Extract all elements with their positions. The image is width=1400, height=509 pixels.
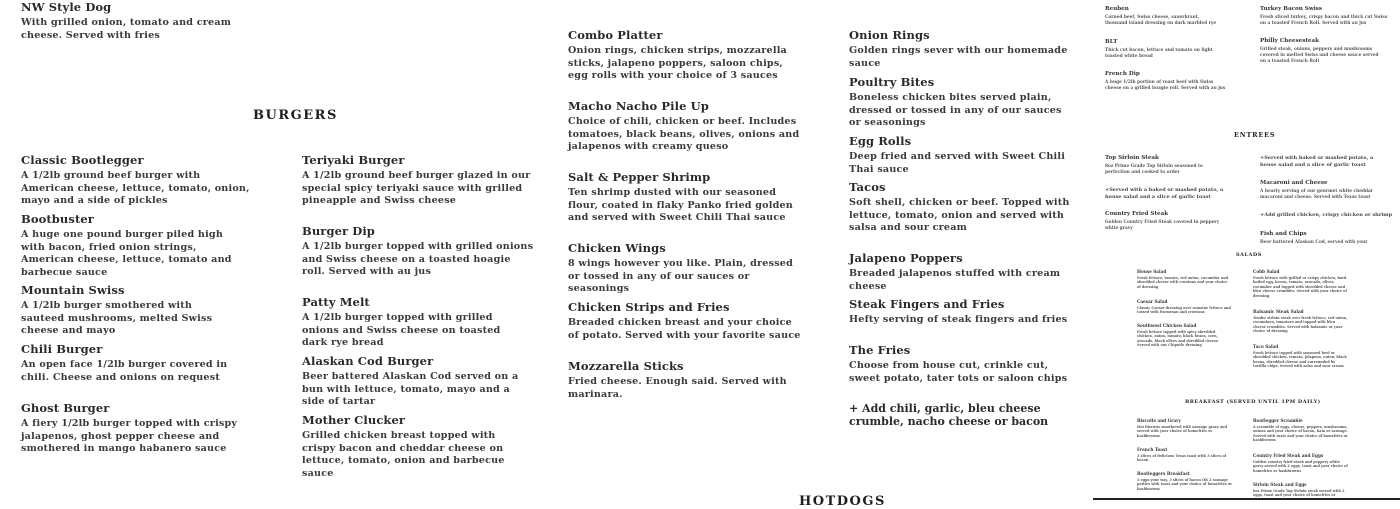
menu-item-name: Alaskan Cod Burger — [302, 354, 434, 368]
thumb-item-desc: Tender sirloin steak over fresh lettuce, red onion, cucumbers, tomatoes and topped with bleu cheese crumbles. Served with balsamic or your choice of dressing — [1253, 315, 1348, 334]
menu-item-name: Burger Dip — [302, 224, 375, 238]
thumb-item-name: BLT — [1105, 39, 1118, 45]
section-title-burgers: BURGERS — [253, 108, 338, 123]
thumb-item-reuben — [1105, 6, 1223, 27]
thumb-item-desc: 3 eggs your way, 3 slices of bacon OR 2 sausage patties with toast and your choice of homefries or hashbrowns — [1137, 477, 1232, 491]
menu-item-name: Teriyaki Burger — [302, 153, 405, 167]
thumb-item-desc: Golden Country Fried Steak covered in peppery white gravy — [1105, 220, 1220, 231]
thumb-entree-note: +Served with baked or mashed potato, a house salad and a slice of garlic toast — [1260, 155, 1374, 168]
thumb-item-country-fried-steak-eggs — [1253, 453, 1348, 473]
menu-item-chicken-strips — [568, 300, 803, 342]
menu-item-name: Steak Fingers and Fries — [849, 297, 1005, 311]
menu-item-name: Salt & Pepper Shrimp — [568, 170, 711, 184]
thumb-item-desc: Hot biscuits smothered with sausage gravy and served with your choice of homefries or hashbrowns — [1137, 424, 1228, 438]
thumb-item-name: French Dip — [1105, 71, 1140, 77]
menu-item-patty-melt — [302, 295, 522, 350]
menu-item-name: Onion Rings — [849, 28, 930, 42]
thumb-entree-note: +Served with a baked or mashed potato, a house salad and a slice of garlic toast — [1105, 187, 1224, 200]
menu-item-desc: Golden rings sever with our homemade sauce — [849, 45, 1068, 69]
thumb-item-desc: A huge 1/2lb portion of roast beef with Swiss cheese on a grilled hoagie roll. Served with au jus — [1105, 80, 1226, 91]
thumb-item-caesar-salad — [1137, 299, 1232, 315]
menu-item-desc: Deep fried and served with Sweet Chili Thai sauce — [849, 151, 1066, 175]
menu-item-desc: Hefty serving of steak fingers and fries — [849, 314, 1068, 325]
menu-item-desc: Soft shell, chicken or beef. Topped with lettuce, tomato, onion and served with salsa and sour cream — [849, 197, 1070, 234]
thumb-item-house-salad — [1137, 269, 1232, 289]
thumb-item-blt — [1105, 39, 1215, 60]
thumb-item-desc: Fresh lettuce topped with spicy shredded chicken, onion, tomato, black beans, corn, avocado, black olives and shredded cheese. Served with our Chipotle dressing — [1137, 329, 1220, 348]
menu-item-desc: Choice of chili, chicken or beef. Includes tomatoes, black beans, olives, onions and jalapenos with creamy queso — [568, 116, 800, 153]
menu-item-burger-dip — [302, 224, 537, 279]
thumb-item-name: Turkey Bacon Swiss — [1260, 6, 1323, 12]
thumb-item-turkey-bacon-swiss — [1260, 6, 1388, 27]
thumb-item-desc: Fresh sliced turkey, crispy bacon and thick cut Swiss on a toasted French Roll. Served with au jus — [1260, 15, 1388, 26]
menu-item-classic-bootlegger — [21, 153, 256, 208]
thumb-item-desc: Golden country fried steak and peppery white gravy served with 2 eggs, toast and your choice of homefries or hashbrowns — [1253, 459, 1348, 473]
thumb-item-name: Country Fried Steak — [1105, 211, 1169, 217]
menu-item-steak-fingers — [849, 297, 1084, 327]
thumb-item-top-sirloin — [1105, 155, 1215, 176]
thumb-item-desc: Fresh lettuce topped with seasoned beef or shredded chicken, tomato, jalapeno, onion, black beans, shredded cheese and surrounded by tortilla chips. Served with salsa and sour cream — [1253, 350, 1347, 369]
thumb-item-name: Balsamic Steak Salad — [1253, 309, 1304, 314]
thumb-item-name: Caesar Salad — [1137, 299, 1168, 304]
menu-item-name: Macho Nacho Pile Up — [568, 99, 709, 113]
thumb-item-taco-salad — [1253, 344, 1348, 369]
menu-item-desc: A 1/2lb burger smothered with sauteed mushrooms, melted Swiss cheese and mayo — [21, 300, 213, 337]
thumb-item-desc: Thick cut bacon, lettuce and tomato on light toasted white bread — [1105, 48, 1213, 59]
menu-item-name: Combo Platter — [568, 28, 663, 42]
menu-item-desc: With grilled onion, tomato and cream cheese. Served with fries — [21, 17, 232, 41]
thumb-item-name: Biscuits and Gravy — [1137, 418, 1181, 423]
menu-item-name: Tacos — [849, 180, 886, 194]
menu-item-mountain-swiss — [21, 283, 236, 338]
thumb-item-desc: 8oz Prime Grade Top Sirloin seasoned to perfection and cooked to order — [1105, 164, 1203, 175]
thumb-item-country-fried-steak — [1105, 211, 1223, 232]
thumb-item-sirloin-steak-eggs — [1253, 482, 1348, 498]
menu-item-desc: An open face 1/2lb burger covered in chili. Cheese and onions on request — [21, 359, 228, 383]
thumb-item-name: Sirloin Steak and Eggs — [1253, 482, 1307, 487]
menu-item-desc: 8 wings however you like. Plain, dressed or tossed in any of our sauces or seasonings — [568, 258, 794, 295]
thumb-item-name: Philly Cheesesteak — [1260, 38, 1319, 44]
menu-item-chicken-wings — [568, 241, 803, 296]
thumb-item-name: French Toast — [1137, 447, 1168, 452]
menu-item-desc: A 1/2lb ground beef burger glazed in our special spicy teriyaki sauce with grilled pineapple and Swiss cheese — [302, 170, 531, 207]
thumb-item-desc: Corned beef, Swiss cheese, sauerkraut, thousand island dressing on dark marbled rye — [1105, 15, 1217, 26]
menu-item-nw-style-dog — [21, 0, 251, 42]
menu-item-name: Mozzarella Sticks — [568, 359, 684, 373]
menu-item-teriyaki-burger — [302, 153, 532, 208]
menu-item-desc: Choose from house cut, crinkle cut, sweet potato, tater tots or saloon chips — [849, 360, 1068, 384]
thumb-item-mac-and-cheese — [1260, 180, 1390, 201]
menu-item-name: The Fries — [849, 343, 911, 357]
thumb-item-desc: A scramble of eggs, cheese, peppers, mushrooms, onions and your choice of bacon, ham or sausage. Served with toast and your choice of homefries or hashbrowns — [1253, 424, 1348, 443]
menu-item-alaskan-cod-burger — [302, 354, 527, 409]
thumb-item-desc: Classic Caesar dressing over romaine lettuce and tossed with Parmesan and croutons — [1137, 305, 1231, 315]
menu-item-desc: A huge one pound burger piled high with bacon, fried onion strings, American cheese, lettuce, tomato and barbecue sauce — [21, 229, 232, 278]
thumb-item-name: Taco Salad — [1253, 344, 1279, 349]
thumb-item-name: House Salad — [1137, 269, 1167, 274]
thumb-item-french-dip — [1105, 71, 1227, 92]
menu-item-desc: A 1/2lb burger topped with grilled onions and Swiss cheese on toasted dark rye bread — [302, 312, 501, 349]
menu-item-salt-pepper-shrimp — [568, 170, 803, 225]
menu-item-the-fries — [849, 343, 1074, 385]
menu-item-desc: Grilled chicken breast topped with crispy bacon and cheddar cheese on lettuce, tomato, onion and barbecue sauce — [302, 430, 505, 479]
thumb-item-desc: 3 slices of delicious Texas toast with 3 slices of bacon — [1137, 453, 1227, 463]
menu-item-desc: Ten shrimp dusted with our seasoned flour, coated in flaky Panko fried golden and served with Sweet Chili Thai sauce — [568, 187, 793, 224]
thumb-item-desc: Fresh lettuce, tomato, red onion, cucumber and shredded cheese with croutons and your choice of dressing — [1137, 275, 1229, 289]
menu-item-name: Chicken Wings — [568, 241, 666, 255]
thumb-item-desc: A hearty serving of our gourmet white cheddar macaroni and cheese. Served with Texas toast — [1260, 189, 1374, 200]
menu-item-chili-burger — [21, 342, 256, 384]
thumb-item-desc: 8oz Prime Grade Top Sirloin steak served with 2 eggs, toast and your choice of homefries or — [1253, 488, 1345, 498]
thumb-item-philly-cheesesteak — [1260, 38, 1385, 65]
menu-item-name: Classic Bootlegger — [21, 153, 144, 167]
menu-item-onion-rings — [849, 28, 1084, 70]
thumb-item-name: Macaroni and Cheese — [1260, 180, 1328, 186]
fries-addon-note: + Add chili, garlic, bleu cheese crumble, nacho cheese or bacon — [849, 402, 1049, 428]
thumb-item-balsamic-steak-salad — [1253, 309, 1348, 334]
menu-item-desc: A fiery 1/2lb burger topped with crispy jalapenos, ghost pepper cheese and smothered in mango habanero sauce — [21, 418, 238, 455]
menu-item-desc: Breaded jalapenos stuffed with cream cheese — [849, 268, 1061, 292]
thumb-section-title-breakfast: BREAKFAST (SERVED UNTIL 1PM DAILY) — [1185, 399, 1321, 405]
menu-item-name: Ghost Burger — [21, 401, 110, 415]
thumb-item-fish-and-chips — [1260, 231, 1390, 246]
thumb-item-southwest-chicken-salad — [1137, 323, 1232, 348]
thumb-item-desc: Beer battered Alaskan Cod, served with your — [1260, 240, 1368, 245]
menu-item-mother-clucker — [302, 413, 532, 480]
thumb-item-name: Cobb Salad — [1253, 269, 1280, 274]
menu-item-name: Poultry Bites — [849, 75, 935, 89]
menu-item-name: Jalapeno Poppers — [849, 251, 963, 265]
menu-item-jalapeno-poppers — [849, 251, 1084, 293]
menu-item-name: Mother Clucker — [302, 413, 406, 427]
menu-item-desc: Boneless chicken bites served plain, dressed or tossed in any of our sauces or seasonings — [849, 92, 1062, 129]
menu-item-desc: A 1/2lb burger topped with grilled onions and Swiss cheese on a toasted hoagie roll. Served with au jus — [302, 241, 534, 278]
menu-item-name: Chili Burger — [21, 342, 103, 356]
menu-page-thumbnail — [1093, 0, 1400, 500]
menu-item-desc: Fried cheese. Enough said. Served with marinara. — [568, 376, 787, 400]
section-title-hotdogs: HOTDOGS — [799, 494, 886, 509]
menu-item-name: Mountain Swiss — [21, 283, 125, 297]
thumb-item-name: Country Fried Steak and Eggs — [1253, 453, 1324, 458]
menu-item-combo-platter — [568, 28, 803, 83]
thumb-entree-note: +Add grilled chicken, crispy chicken or shrimp — [1260, 212, 1393, 218]
menu-item-egg-rolls — [849, 134, 1089, 176]
thumb-item-french-toast — [1137, 447, 1232, 463]
menu-item-mozzarella-sticks — [568, 359, 808, 401]
menu-item-name: Chicken Strips and Fries — [568, 300, 730, 314]
thumb-item-cobb-salad — [1253, 269, 1348, 298]
menu-item-poultry-bites — [849, 75, 1074, 130]
thumb-item-name: Reuben — [1105, 6, 1129, 12]
thumb-item-name: Southwest Chicken Salad — [1137, 323, 1197, 328]
thumb-item-biscuits-and-gravy — [1137, 418, 1232, 438]
menu-item-bootbuster — [21, 212, 246, 279]
menu-item-name: NW Style Dog — [21, 0, 112, 14]
thumb-item-name: Bootleggers Breakfast — [1137, 471, 1190, 476]
menu-item-ghost-burger — [21, 401, 256, 456]
menu-item-desc: A 1/2lb ground beef burger with American cheese, lettuce, tomato, onion, mayo and a side of pickles — [21, 170, 250, 207]
thumb-section-title-salads: SALADS — [1236, 252, 1262, 258]
thumb-item-name: Top Sirloin Steak — [1105, 155, 1159, 161]
menu-item-desc: Beer battered Alaskan Cod served on a bun with lettuce, tomato, mayo and a side of tartar — [302, 371, 519, 408]
menu-item-name: Bootbuster — [21, 212, 94, 226]
thumb-item-desc: Grilled steak, onions, peppers and mushrooms covered in melted Swiss and cheese sauce served on a toasted French Roll — [1260, 47, 1379, 64]
thumb-item-desc: Fresh lettuce with grilled or crispy chicken, hard boiled egg, bacon, tomato, avocado, olives, cucumber and topped with shredded cheese and bleu cheese crumbles. Served with your choice of dressing — [1253, 275, 1347, 298]
menu-item-macho-nacho — [568, 99, 803, 154]
thumb-item-name: Bootlegger Scramble — [1253, 418, 1303, 423]
menu-item-name: Egg Rolls — [849, 134, 912, 148]
menu-item-tacos — [849, 180, 1074, 235]
thumb-item-bootleggers-breakfast — [1137, 471, 1232, 491]
menu-item-desc: Breaded chicken breast and your choice of potato. Served with your favorite sauce — [568, 317, 801, 341]
thumb-item-name: Fish and Chips — [1260, 231, 1307, 237]
menu-item-name: Patty Melt — [302, 295, 370, 309]
menu-item-desc: Onion rings, chicken strips, mozzarella sticks, jalapeno poppers, saloon chips, egg rolls with your choice of 3 sauces — [568, 45, 787, 82]
thumb-section-title-entrees: ENTREES — [1234, 131, 1276, 139]
thumb-item-bootlegger-scramble — [1253, 418, 1348, 443]
